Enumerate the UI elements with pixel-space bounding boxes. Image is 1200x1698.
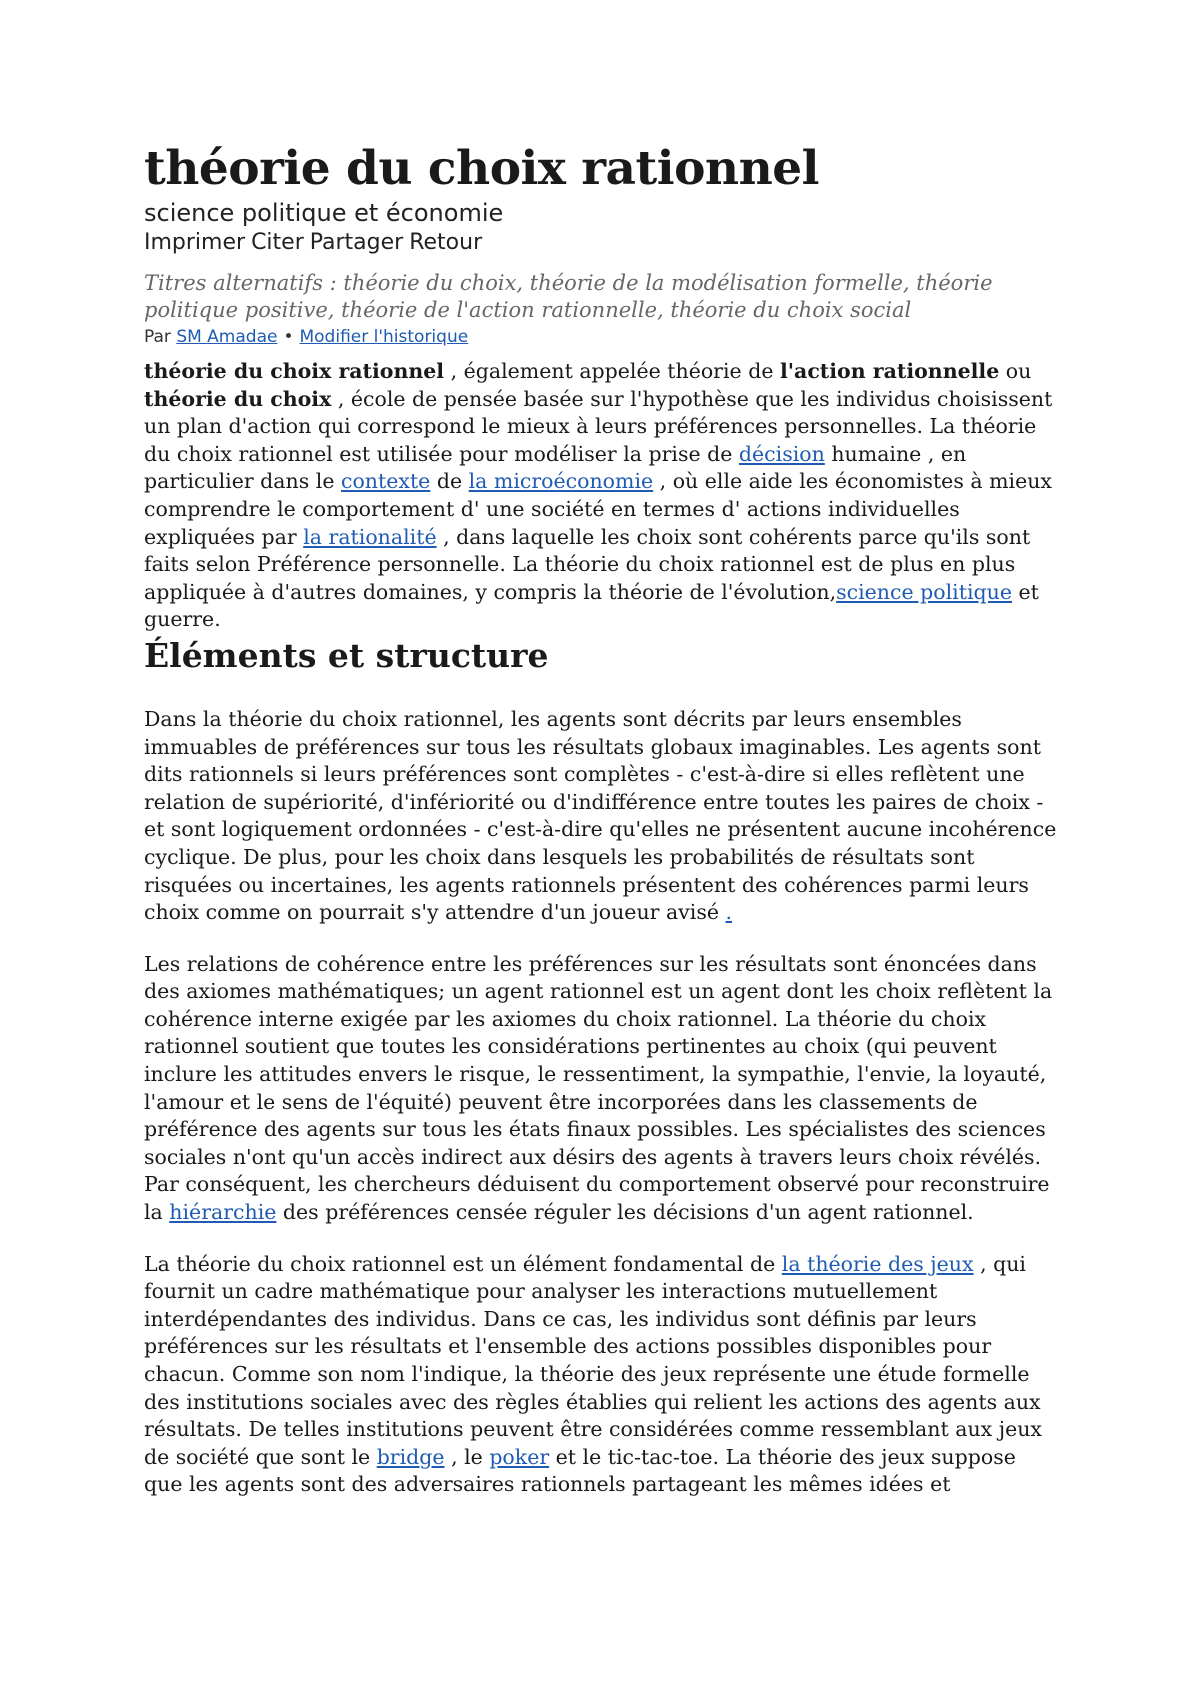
byline [144, 326, 1060, 348]
article-body [144, 358, 1060, 1499]
link-poker[interactable]: poker [489, 1444, 550, 1469]
article-actions [144, 228, 1060, 258]
section-heading: Éléments et structure [144, 635, 549, 675]
intro-term: l'action rationnelle [779, 359, 1000, 383]
alternative-titles: Titres alternatifs : théorie du choix, théorie de la modélisation formelle, théorie politique positive, théorie de l'action rationnelle, théorie du choix social [144, 271, 993, 322]
link-decision[interactable]: décision [738, 441, 825, 466]
section-paragraph-2: Les relations de cohérence entre les préférences sur les résultats sont énoncées dans des axiomes mathématiques; un agent rationnel est un agent dont les choix reflètent la cohérence interne exigée par les axiomes du choix rationnel. La théorie du choix rationnel soutient que toutes les considérations pertinentes au choix (qui peuvent inclure les attitudes envers le risque, le ressentiment, la sympathie, l'envie, la loyauté, l'amour et le sens de l'équité) peuvent être incorporées dans les classements de préférence des agents sur tous les états finaux possibles. Les spécialistes des sciences sociales n'ont qu'un accès indirect aux désirs des agents à travers leurs choix révélés. Par conséquent, les chercheurs déduisent du comportement observé pour reconstruire la hiérarchie des préférences censée réguler les décisions d'un agent rationnel. [144, 951, 1053, 1225]
share-button[interactable]: Partager [309, 230, 404, 255]
bullet-separator: • [283, 327, 294, 347]
cite-button[interactable]: Citer [251, 230, 304, 255]
intro-term: théorie du choix rationnel [144, 359, 445, 383]
link-rationality[interactable]: la rationalité [303, 524, 437, 549]
page-title: théorie du choix rationnel [144, 141, 820, 196]
page-subtitle: science politique et économie [144, 199, 504, 227]
edit-history-link[interactable]: Modifier l'historique [299, 327, 469, 347]
link-bridge[interactable]: bridge [376, 1444, 445, 1469]
section-paragraph-1: Dans la théorie du choix rationnel, les agents sont décrits par leurs ensembles immuables de préférences sur tous les résultats globaux imaginables. Les agents sont dits rationnels si leurs préférences sont complètes - c'est-à-dire si elles reflètent une relation de supériorité, d'infériorité ou d'indifférence entre toutes les paires de choix - et sont logiquement ordonnées - c'est-à-dire qu'elles ne présentent aucune incohérence cyclique. De plus, pour les choix dans lesquels les probabilités de résultats sont risquées ou incertaines, les agents rationnels présentent des cohérences parmi leurs choix comme on pourrait s'y attendre d'un joueur avisé . [144, 706, 1057, 925]
link-context[interactable]: contexte [340, 469, 431, 494]
link-microeconomics[interactable]: la microéconomie [468, 469, 654, 494]
link-hierarchy[interactable]: hiérarchie [169, 1200, 277, 1225]
link-political-science[interactable]: science politique [836, 579, 1012, 604]
link-game-theory[interactable]: la théorie des jeux [781, 1251, 974, 1276]
byline-prefix: Par [144, 327, 171, 347]
print-button[interactable]: Imprimer [144, 230, 246, 255]
footnote-link[interactable]: . [725, 900, 733, 925]
section-paragraph-3: La théorie du choix rationnel est un élément fondamental de la théorie des jeux , qui fournit un cadre mathématique pour analyser les interactions mutuellement interdépendantes des individus. Dans ce cas, les individus sont définis par leurs préférences sur les résultats et l'ensemble des actions possibles disponibles pour chacun. Comme son nom l'indique, la théorie des jeux représente une étude formelle des institutions sociales avec des règles établies qui relient les actions des agents aux résultats. De telles institutions peuvent être considérées comme ressemblant aux jeux de société que sont le bridge , le poker et le tic-tac-toe. La théorie des jeux suppose que les agents sont des adversaires rationnels partageant les mêmes idées et [144, 1251, 1042, 1497]
intro-term: théorie du choix [144, 386, 332, 411]
author-link[interactable]: SM Amadae [176, 327, 278, 347]
back-button[interactable]: Retour [409, 230, 483, 255]
intro-paragraph: théorie du choix rationnel , également appelée théorie de l'action rationnelle ou théorie du choix , école de pensée basée sur l'hypothèse que les individus choisissent un plan d'action qui correspond le mieux à leurs préférences personnelles. La théorie du choix rationnel est utilisée pour modéliser la prise de décision humaine , en particulier dans le contexte de la microéconomie , où elle aide les économistes à mieux comprendre le comportement d' une société en termes d' actions individuelles expliquées par la rationalité , dans laquelle les choix sont cohérents parce qu'ils sont faits selon Préférence personnelle. La théorie du choix rationnel est de plus en plus appliquée à d'autres domaines, y compris la théorie de l'évolution,science politique et guerre. [144, 359, 1053, 632]
